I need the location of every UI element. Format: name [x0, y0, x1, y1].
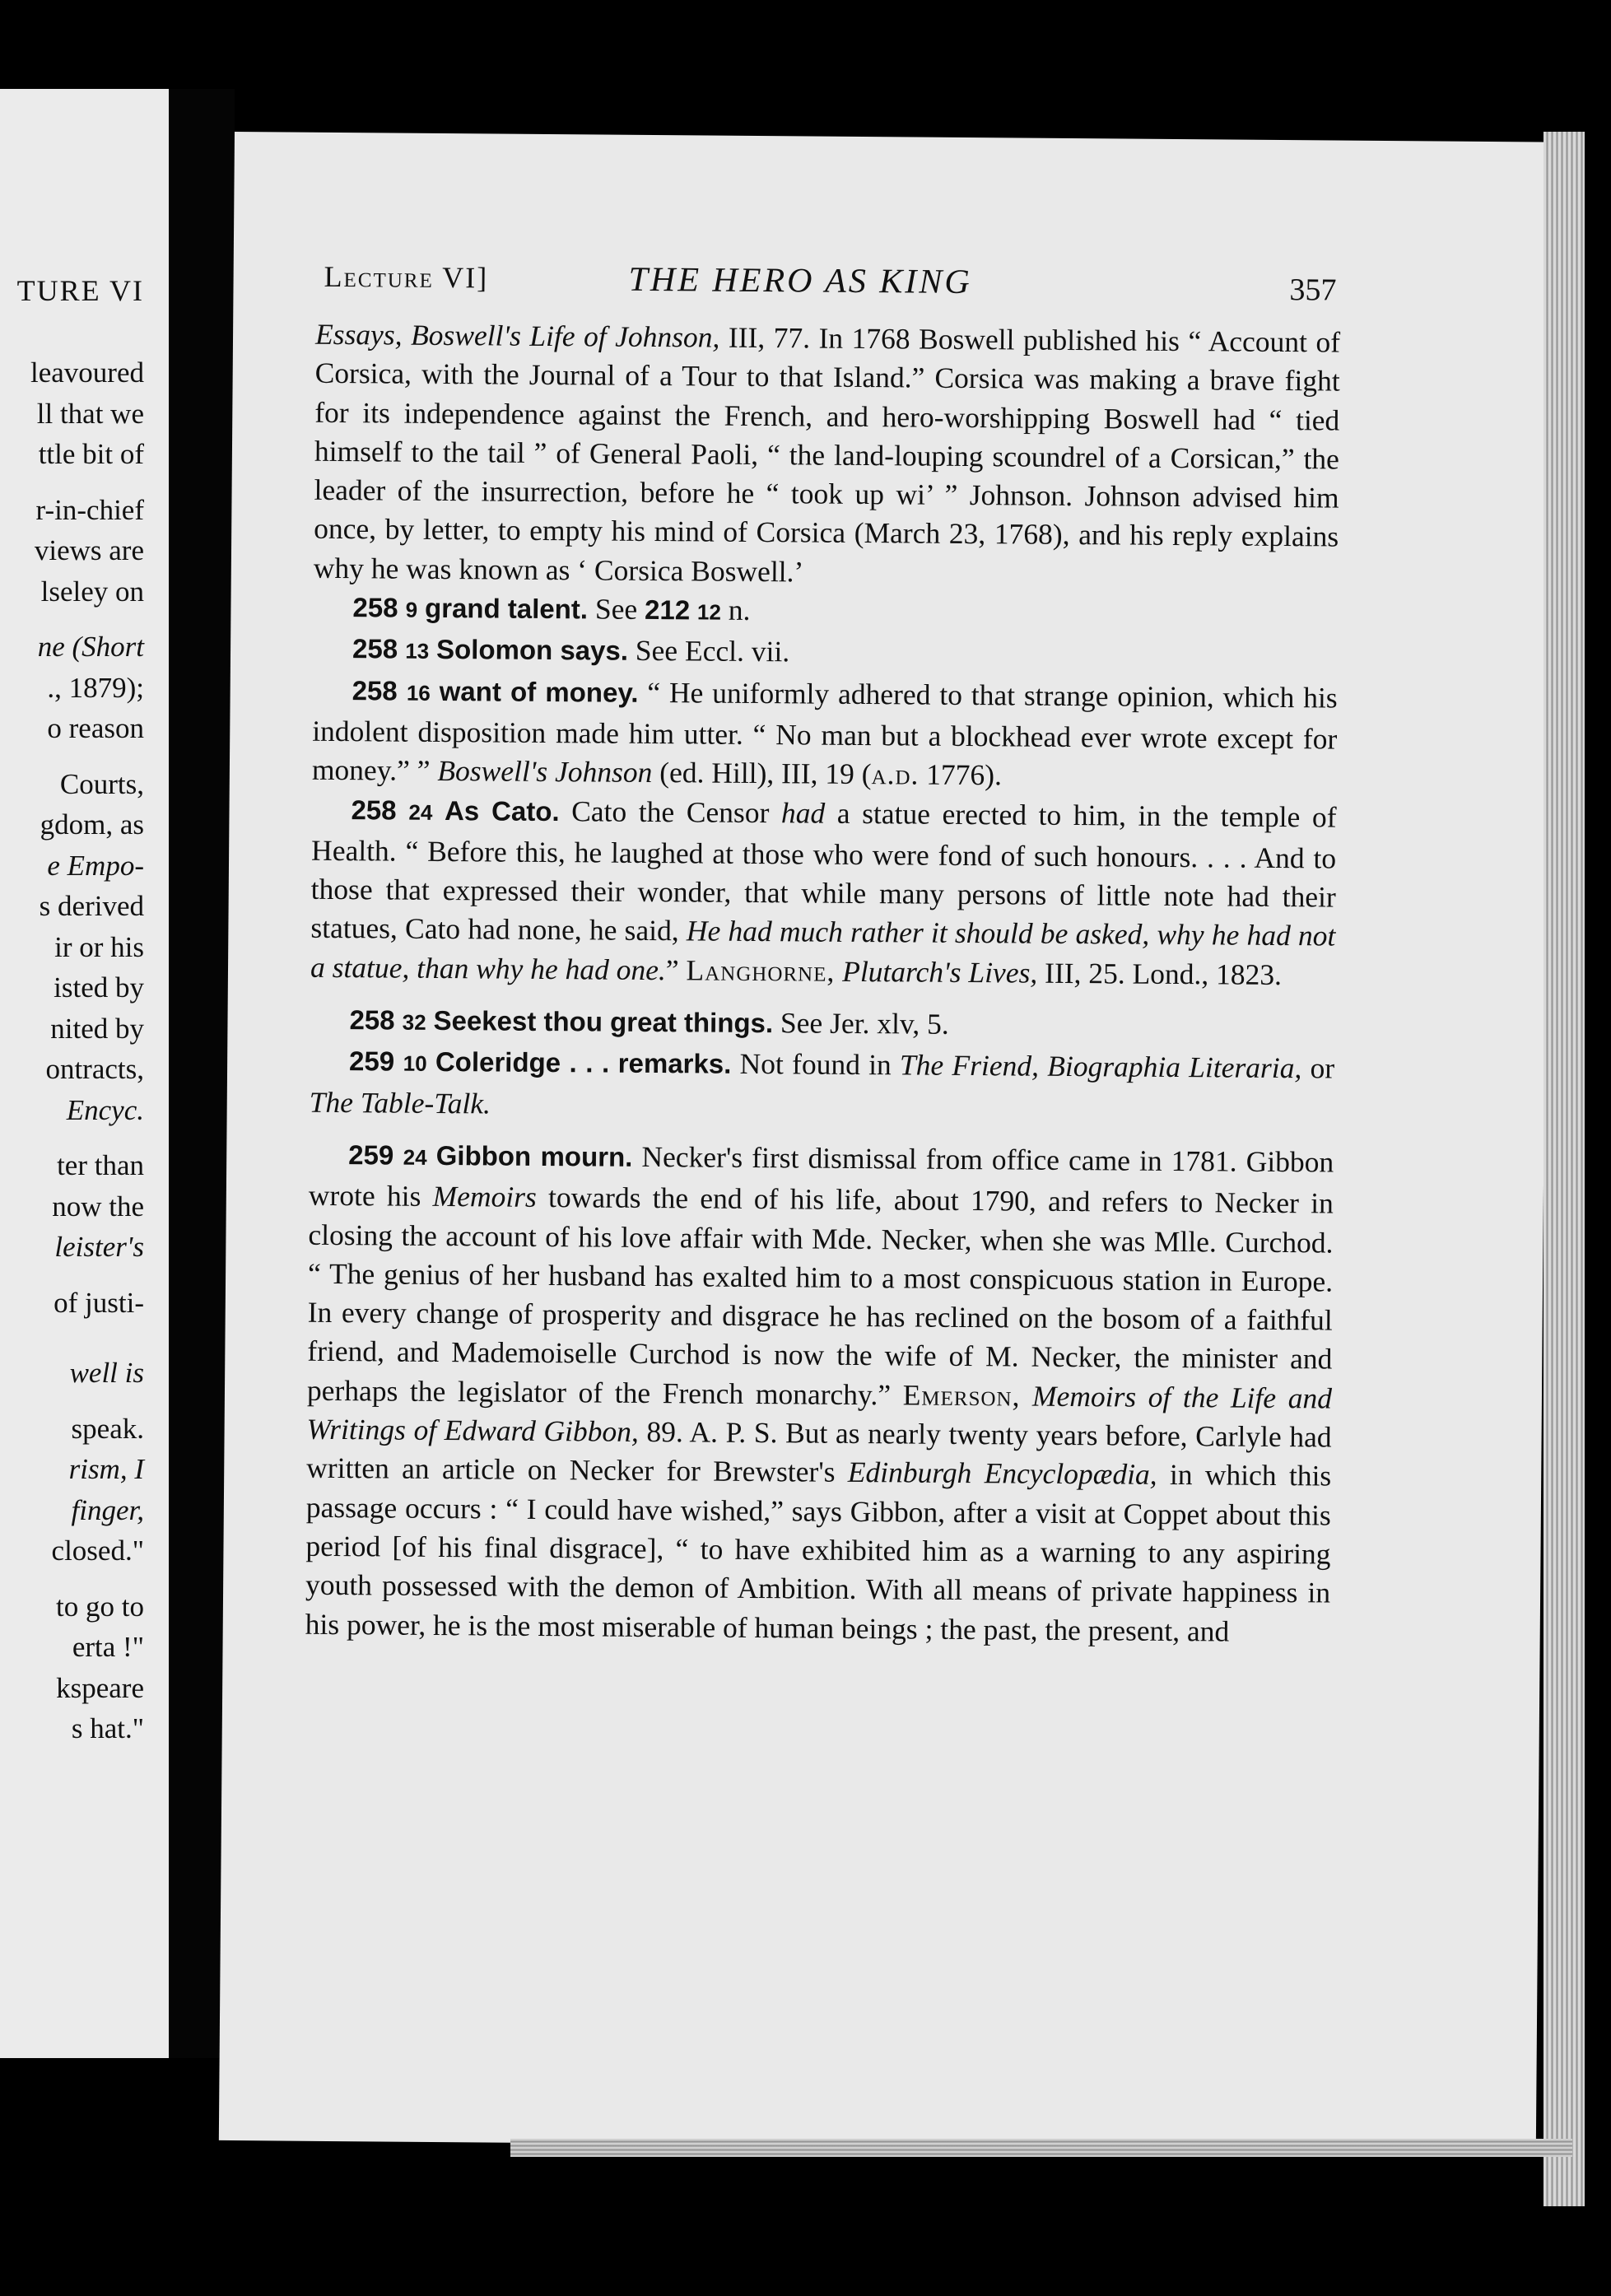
italic-citation: Memoirs: [432, 1180, 537, 1214]
left-page-line: kspeare: [56, 1671, 144, 1704]
note-ref: 258 13: [352, 633, 430, 664]
note-259-24: [305, 1135, 1334, 1652]
note-text: in which this passage occurs : “ I could have wished,” says Gibbon, after a visit at Coppet about this period [of his final disgrace], “ to have exhibited him as a warning to any aspiring youth possessed with the demon of Ambition. With all means of private happiness in his power, he is the most miserable of human beings ; the past, the present, and: [305, 1458, 1332, 1648]
italic-citation: Edinburgh Encyclopædia,: [847, 1455, 1157, 1492]
left-page-line: s derived: [39, 890, 144, 922]
left-page-line: of justi-: [54, 1286, 144, 1319]
italic-citation: Memoirs of the Life and Writings of Edward Gibbon,: [306, 1379, 1333, 1448]
left-page-line: to go to: [56, 1590, 144, 1623]
left-page-line: ., 1879);: [47, 671, 144, 704]
left-page-line: finger,: [71, 1493, 144, 1526]
note-ref: 259 10: [348, 1046, 427, 1077]
note-text: Cato the Censor: [559, 794, 782, 829]
left-page-line: erta !": [72, 1631, 144, 1663]
italic-citation: The Table-Talk.: [309, 1085, 491, 1120]
note-258-13: [313, 629, 1338, 678]
italic-citation: Boswell's Johnson: [437, 754, 653, 789]
left-page: [0, 89, 169, 2058]
note-text: III, 25. Lond., 1823.: [1037, 956, 1283, 991]
italic-citation: Plutarch's Lives,: [842, 954, 1038, 990]
note-text: a statue erected to him, in the temple of Health. “ Before this, he laughed at those who were fond of such honours. . . . And to those that expressed their wonder, that while many persons of little note had their statues, Cato had none, he said,: [310, 796, 1337, 948]
running-head-title: THE HERO AS KING: [628, 260, 972, 302]
note-text: 1776).: [919, 757, 1003, 792]
note-text: “ He uniformly adhered to that strange opinion, which his indolent disposition made him utter. “ No man but a blockhead ever wrote except for money.” ”: [311, 675, 1338, 788]
note-ref: 258 9: [352, 592, 418, 623]
note-text: III, 77. In 1768 Boswell published his “ Account of Corsica, with the Journal of a Tour to that Island.” Corsica was making a brave fight for its independence against the French, and hero-worshipping Boswell had “ tied himself to the tail ” of General Paoli, “ the land-louping scoundrel of a Corsican,” the leader of the insurrection, before he “ took up wi’ ” Johnson. Johnson advised him once, by letter, to empty his mind of Corsica (March 23, 1768), and his reply explains why he was known as ‘ Corsica Boswell.’: [313, 320, 1341, 589]
running-head-lecture: Lecture VI]: [324, 259, 489, 295]
note-258-24: [310, 789, 1337, 994]
note-ref: 259 24: [348, 1139, 427, 1171]
note-text: (ed. Hill), III, 19 (: [652, 756, 872, 791]
note-lemma: Gibbon mourn.: [435, 1139, 633, 1172]
left-page-line: rism, I: [68, 1453, 144, 1485]
left-page-line: r-in-chief: [35, 493, 144, 526]
left-page-running-head: TURE VI: [16, 274, 144, 307]
note-lemma: grand talent.: [424, 592, 589, 625]
note-259-10: [310, 1041, 1335, 1129]
note-text: See: [587, 592, 645, 626]
note-258-16: [312, 670, 1338, 798]
note-text: towards the end of his life, about 1790, and refers to Necker in closing the account of his love affair with Mde. Necker, when she was Mlle. Curchod. “ The genius of her husband has exalted him to a most conspicuous station in Europe. In every change of prosperity and disgrace he has reclined on the bosom of a faithful friend, and Mademoiselle Curchod is now the wife of M. Necker, the minister and perhaps the legislator of the French monarchy.”: [306, 1181, 1334, 1412]
page-number: 357: [1289, 272, 1337, 308]
note-ref: 258 32: [349, 1004, 426, 1036]
left-page-line: e Empo-: [47, 849, 144, 882]
left-page-line: well is: [69, 1357, 144, 1389]
note-text: n.: [720, 593, 751, 627]
note-text: See Eccl. vii.: [627, 634, 790, 668]
note-text: or: [1301, 1051, 1335, 1085]
left-page-line: views are: [34, 534, 144, 566]
left-page-line: ttle bit of: [38, 438, 144, 470]
note-continuation: [314, 315, 1341, 596]
italic-word: had: [780, 795, 826, 830]
note-lemma: want of money.: [439, 675, 639, 708]
left-page-line: isted by: [54, 971, 144, 1004]
small-caps-text: a.d.: [871, 757, 920, 791]
italic-citation: The Friend, Biographia Literaria,: [899, 1048, 1302, 1085]
left-page-line: gdom, as: [40, 808, 144, 841]
left-page-line: closed.": [51, 1535, 144, 1567]
left-page-line: ne (Short: [37, 631, 144, 663]
page-stack-edge: [1543, 132, 1585, 2206]
note-text: Not found in: [731, 1047, 901, 1082]
note-lemma: Seekest thou great things.: [433, 1004, 774, 1039]
left-page-line: nited by: [50, 1012, 144, 1045]
left-page-line: ter than: [57, 1149, 144, 1181]
left-page-line: Courts,: [59, 767, 144, 800]
cross-ref-page: 212: [644, 594, 691, 626]
left-page-line: lseley on: [40, 575, 144, 608]
page-bottom-edge: [510, 2139, 1572, 2157]
note-ref: 258 16: [352, 674, 431, 706]
note-text: 89. A. P. S. But as nearly twenty years before, Carlyle had written an article on Necker for Brewster's: [306, 1414, 1332, 1489]
page-header: [324, 256, 1336, 314]
note-lemma: As Cato.: [444, 794, 560, 827]
notes-body: [305, 315, 1341, 1652]
cross-ref-line: 12: [696, 599, 722, 625]
note-lemma: Solomon says.: [435, 634, 629, 667]
small-caps-author: Langhorne,: [686, 953, 836, 988]
left-page-line: speak.: [71, 1412, 144, 1445]
note-text: Necker's first dismissal from office came in 1781. Gibbon wrote his: [308, 1139, 1334, 1213]
note-lemma: Coleridge . . . remarks.: [435, 1046, 732, 1080]
italic-quotation: He had much rather it should be asked, why he had not a statue, than why he had one.: [310, 914, 1336, 986]
small-caps-author: Emerson,: [902, 1378, 1021, 1413]
left-page-line: leister's: [54, 1231, 144, 1263]
right-page: [219, 132, 1552, 2150]
left-page-line: leavoured: [30, 356, 144, 389]
left-page-line: ll that we: [36, 397, 144, 430]
italic-citation: Essays, Boswell's Life of Johnson,: [314, 317, 720, 354]
note-text: ”: [665, 952, 687, 987]
left-page-line: ir or his: [54, 930, 144, 963]
left-page-line: ontracts,: [45, 1053, 144, 1085]
left-page-line: Encyc.: [66, 1093, 144, 1126]
left-page-line: o reason: [47, 712, 144, 744]
left-page-line: s hat.": [71, 1712, 144, 1744]
note-ref: 258 24: [351, 794, 433, 826]
left-page-line: now the: [52, 1190, 144, 1223]
note-text: See Jer. xlv, 5.: [772, 1006, 949, 1041]
